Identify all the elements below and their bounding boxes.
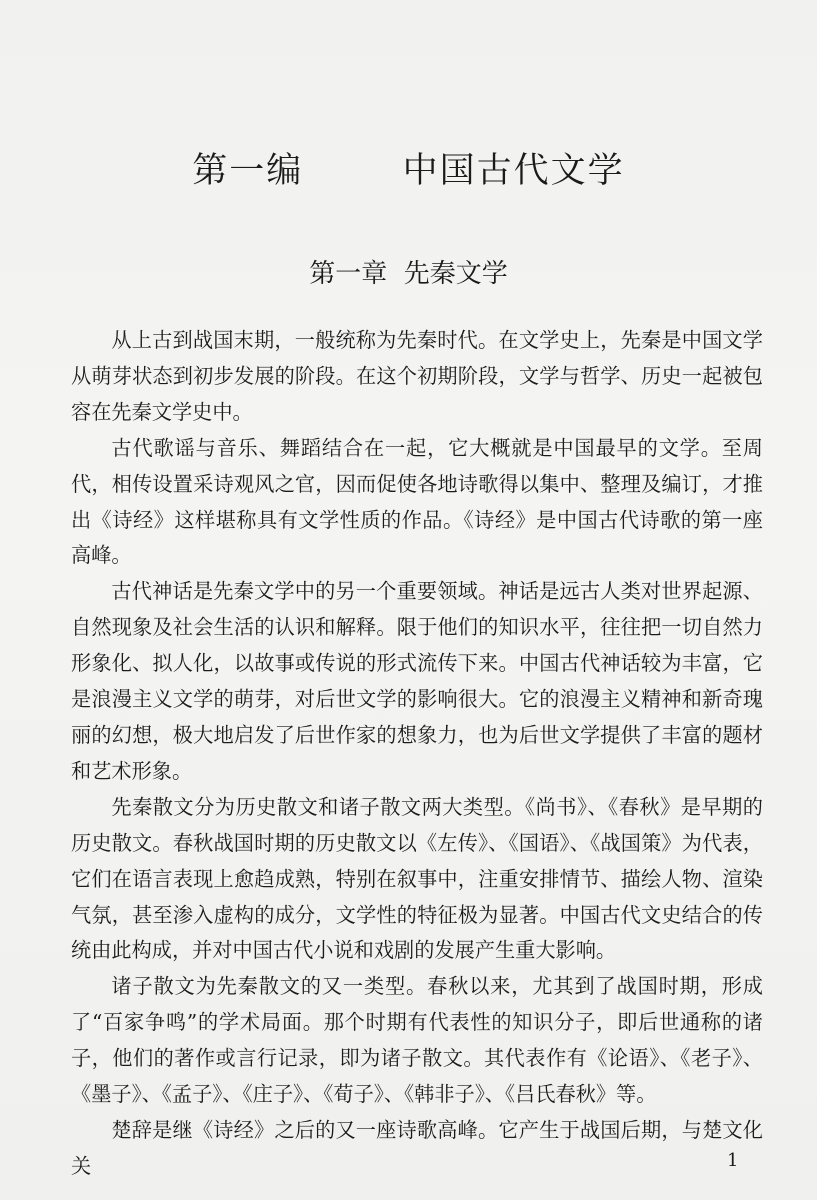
paragraph: 古代歌谣与音乐、舞蹈结合在一起，它大概就是中国最早的文学。至周代，相传设置采诗观风之官，因而促使各地诗歌得以集中、整理及编订，才推出《诗经》这样堪称具有文学性质的作品。《诗经》是中国古代诗歌的第一座高峰。: [71, 435, 763, 568]
paragraph: 先秦散文分为历史散文和诸子散文两大类型。《尚书》、《春秋》是早期的历史散文。春秋战国时期的历史散文以《左传》、《国语》、《战国策》为代表，它们在语言表现上愈趋成熟，特别在叙事中，注重安排情节、描绘人物、渲染气氛，甚至渗入虚构的成分，文学性的特征极为显著。中国古代文史结合的传统由此构成，并对中国古代小说和戏剧的发展产生重大影响。: [71, 794, 763, 963]
paragraph: 楚辞是继《诗经》之后的又一座诗歌高峰。它产生于战国后期，与楚文化关: [71, 1117, 763, 1178]
paragraph: 从上古到战国末期，一般统称为先秦时代。在文学史上，先秦是中国文学从萌芽状态到初步发展的阶段。在这个初期阶段，文学与哲学、历史一起被包容在先秦文学史中。: [71, 328, 763, 424]
paragraph: 诸子散文为先秦散文的又一类型。春秋以来，尤其到了战国时期，形成了“百家争鸣”的学术局面。那个时期有代表性的知识分子，即后世通称的诸子，他们的著作或言行记录，即为诸子散文。其代表作有《论语》、《老子》、《墨子》、《孟子》、《庄子》、《荀子》、《韩非子》、《吕氏春秋》等。: [71, 974, 763, 1107]
page-number: 1: [727, 1150, 739, 1171]
body-text: [71, 323, 763, 1185]
chapter-title: 第一章 先秦文学: [309, 259, 508, 289]
paragraph: 古代神话是先秦文学中的另一个重要领域。神话是远古人类对世界起源、自然现象及社会生活的认识和解释。限于他们的知识水平，往往把一切自然力形象化、拟人化，以故事或传说的形式流传下来。中国古代神话较为丰富，它是浪漫主义文学的萌芽，对后世文学的影响很大。它的浪漫主义精神和新奇瑰丽的幻想，极大地启发了后世作家的想象力，也为后世文学提供了丰富的题材和艺术形象。: [71, 579, 763, 783]
part-title: 第一编 中国古代文学: [192, 151, 625, 191]
